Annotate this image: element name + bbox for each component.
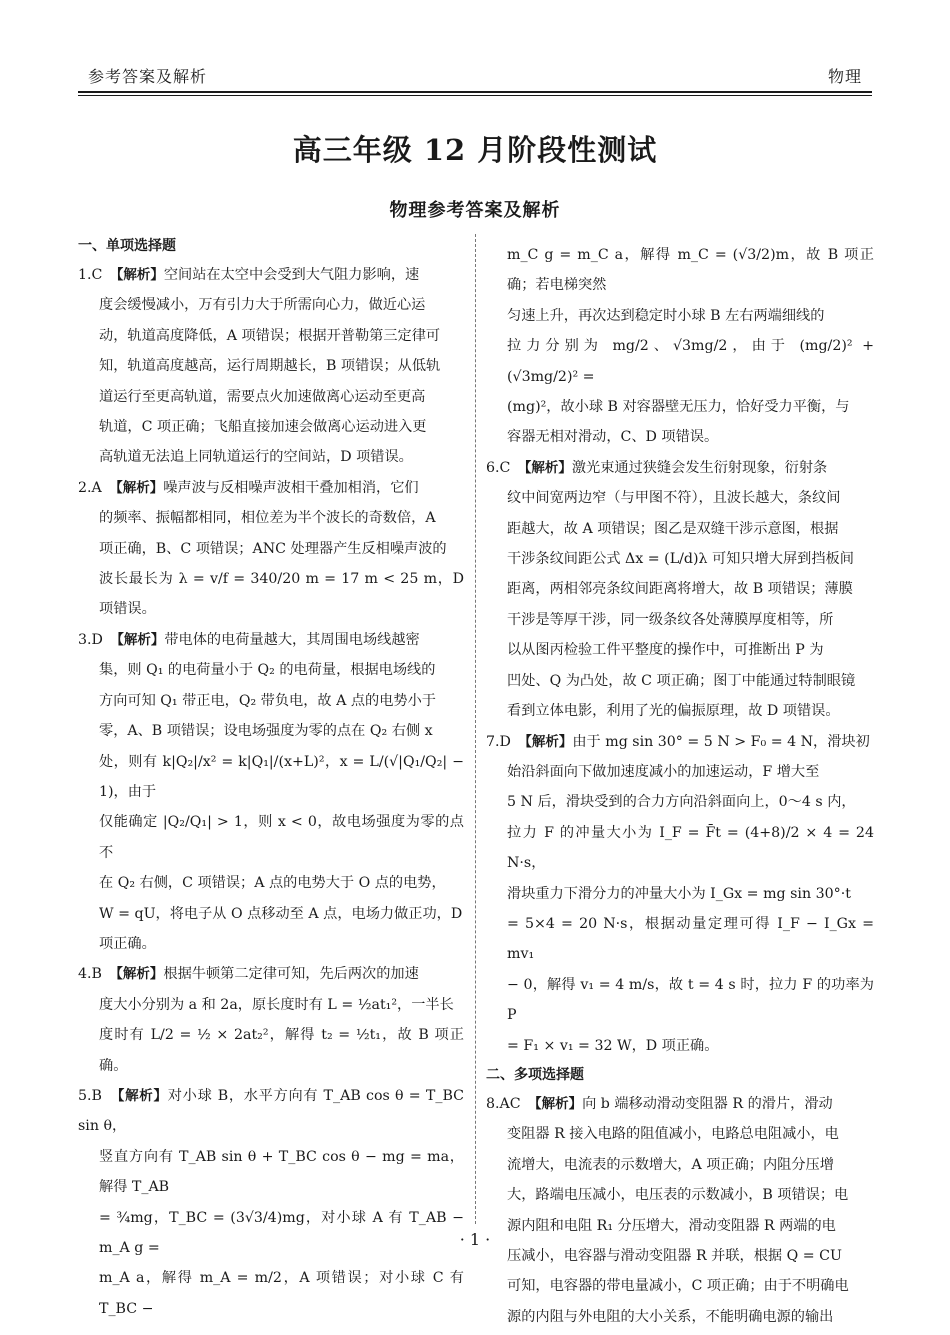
header-rule-thin [78, 95, 872, 96]
analysis-tag: 【解析】 [524, 459, 572, 476]
analysis-tag: 【解析】 [116, 267, 164, 283]
header-rule [78, 91, 872, 93]
analysis-line: 凹处、Q 为凸处，故 C 项正确；图丁中能通过特制眼镜 [507, 672, 856, 689]
right-answer-list [486, 240, 874, 1061]
analysis-line: 项正确，B、C 项错误；ANC 处理器产生反相噪声波的 [99, 540, 447, 557]
analysis-line: 纹中间宽两边窄（与甲图不符），且波长越大，条纹间 [507, 490, 841, 507]
analysis-line: 在 Q₂ 右侧，C 项错误；A 点的电势大于 O 点的电势， [99, 875, 446, 892]
analysis-line: 零，A、B 项错误；设电场强度为零的点在 Q₂ 右侧 x [99, 723, 433, 740]
analysis-line: m_C g = m_C a，解得 m_C = (√3/2)m，故 B 项正确；若电梯突然 [507, 247, 874, 294]
analysis-line: 度会缓慢减小，万有引力大于所需向心力，做近心运 [99, 297, 426, 314]
analysis-line: 看到立体电影，利用了光的偏振原理，故 D 项错误。 [507, 703, 840, 720]
analysis-line: 距离，两相邻亮条纹间距离将增大，故 B 项错误；薄膜 [507, 581, 853, 598]
analysis-line: 滑块重力下滑分力的冲量大小为 I_Gx = mg sin 30°·t [507, 885, 851, 902]
analysis-tag: 【解析】 [117, 631, 165, 648]
right-answer-list-multi [486, 1089, 874, 1332]
answer-choice: 6.C [486, 459, 525, 476]
answer-choice: 5.B [78, 1087, 118, 1104]
header-left-title: 参考答案及解析 [88, 67, 208, 86]
analysis-line: 激光束通过狭缝会发生衍射现象，衍射条 [571, 459, 828, 476]
analysis-line: 源内阻和电阻 R₁ 分压增大，滑动变阻器 R 两端的电 [507, 1217, 836, 1234]
analysis-line: 道运行至更高轨道，需要点火加速做离心运动至更高 [99, 388, 426, 405]
analysis-line: 的频率、振幅都相同，相位差为半个波长的奇数倍，A [99, 510, 436, 527]
answer-choice: 1.C [78, 267, 117, 283]
analysis-line: 方向可知 Q₁ 带正电，Q₂ 带负电，故 A 点的电势小于 [99, 692, 436, 709]
analysis-line: 集，则 Q₁ 的电荷量小于 Q₂ 的电荷量，根据电场线的 [99, 662, 436, 679]
analysis-line: 拉力 F 的冲量大小为 I_F = F̄t = (4+8)/2 × 4 = 24 N·s， [507, 824, 874, 872]
answer-item-5 [78, 1081, 464, 1324]
page-title: 高三年级 12 月阶段性测试 [292, 133, 658, 167]
analysis-tag: 【解析】 [117, 1087, 168, 1104]
section-heading-single-choice: 一、单项选择题 [78, 238, 176, 254]
answer-choice: 7.D [486, 733, 526, 750]
analysis-line: 知，轨道高度越高，运行周期越长，B 项错误；从低轨 [99, 358, 441, 375]
analysis-line: 距越大，故 A 项错误；图乙是双缝干涉示意图，根据 [507, 520, 839, 537]
analysis-line: 由于 mg sin 30° = 5 N > F₀ = 4 N，滑块初 [572, 733, 870, 750]
analysis-line: 拉力分别为 mg/2、√3mg/2，由于 (mg/2)² + (√3mg/2)² = [507, 338, 874, 385]
answer-choice: 2.A [78, 479, 116, 496]
analysis-line: 对小球 B，水平方向有 T_AB cos θ = T_BC sin θ， [78, 1087, 465, 1135]
analysis-tag: 【解析】 [525, 733, 573, 750]
analysis-line: 可知，电容器的带电量减小，C 项正确；由于不明确电 [507, 1278, 849, 1295]
analysis-line: 压减小，电容器与滑动变阻器 R 并联，根据 Q = CU [507, 1248, 842, 1264]
left-column [78, 232, 464, 1324]
analysis-line: = F₁ × v₁ = 32 W，D 项正确。 [507, 1037, 719, 1054]
answer-choice: 8.AC [486, 1095, 535, 1112]
analysis-line: 容器无相对滑动，C、D 项错误。 [507, 429, 719, 446]
analysis-line: 噪声波与反相噪声波相干叠加相消，它们 [163, 479, 419, 496]
analysis-line: 匀速上升，再次达到稳定时小球 B 左右两端细线的 [507, 307, 825, 324]
analysis-line: 干涉条纹间距公式 Δx = (L/d)λ 可知只增大屏到挡板间 [507, 551, 854, 568]
answer-item-6 [486, 453, 874, 727]
answer-item-1 [78, 260, 464, 473]
header-subject: 物理 [827, 67, 862, 86]
analysis-line: = ¾mg，T_BC = (3√3/4)mg，对小球 A 有 T_AB − m_A g = [99, 1209, 464, 1256]
analysis-tag: 【解析】 [116, 966, 164, 983]
analysis-tag: 【解析】 [534, 1095, 583, 1112]
analysis-tag: 【解析】 [115, 479, 164, 496]
analysis-line: 度大小分别为 a 和 2a，原长度时有 L = ½at₁²，一半长 [99, 996, 454, 1013]
analysis-line: 干涉是等厚干涉，同一级条纹各处薄膜厚度相等，所 [507, 611, 834, 628]
page-subtitle: 物理参考答案及解析 [389, 200, 561, 221]
analysis-line: 轨道，C 项正确；飞船直接加速会做离心运动进入更 [99, 419, 427, 436]
analysis-line: m_A a，解得 m_A = m/2，A 项错误；对小球 C 有 T_BC − [99, 1270, 464, 1317]
answer-choice: 4.B [78, 966, 117, 983]
analysis-line: (mg)²，故小球 B 对容器壁无压力，恰好受力平衡，与 [507, 399, 850, 416]
answer-item-4 [78, 959, 464, 1081]
analysis-line: 处，则有 k|Q₂|/x² = k|Q₁|/(x+L)²，x = L/(√|Q₁/Q₂| − 1)，由于 [99, 753, 464, 800]
section-heading-multi-choice: 二、多项选择题 [486, 1066, 584, 1083]
analysis-line: 仅能确定 |Q₂/Q₁| > 1，则 x < 0，故电场强度为零的点不 [99, 814, 464, 861]
answer-item-3 [78, 625, 464, 959]
analysis-line: = 5×4 = 20 N·s，根据动量定理可得 I_F − I_Gx = mv₁ [507, 915, 874, 963]
answer-item-5c [486, 240, 874, 453]
page-header [78, 58, 872, 92]
answer-item-7 [486, 727, 874, 1061]
analysis-line: 根据牛顿第二定律可知，先后两次的加速 [163, 966, 419, 983]
analysis-line: 变阻器 R 接入电路的阻值减小，电路总电阻减小，电 [507, 1126, 839, 1143]
analysis-line: 项正确。 [99, 935, 156, 952]
column-divider [475, 234, 476, 1224]
analysis-line: 5 N 后，滑块受到的合力方向沿斜面向上，0～4 s 内， [507, 794, 856, 811]
left-answer-list [78, 260, 464, 1324]
analysis-line: 度时有 L/2 = ½ × 2at₂²，解得 t₂ = ½t₁，故 B 项正确。 [99, 1027, 464, 1074]
analysis-line: 带电体的电荷量越大，其周围电场线越密 [164, 631, 420, 648]
analysis-line: 空间站在太空中会受到大气阻力影响，速 [163, 267, 420, 283]
analysis-line: 始沿斜面向下做加速度减小的加速运动，F 增大至 [507, 763, 820, 780]
analysis-line: 高轨道无法追上同轨道运行的空间站，D 项错误。 [99, 449, 413, 466]
answer-item-2 [78, 473, 464, 625]
analysis-line: W = qU，将电子从 O 点移动至 A 点，电场力做正功，D [99, 905, 463, 922]
analysis-line: 源的内阻与外电阻的大小关系，不能明确电源的输出 [507, 1308, 834, 1325]
answer-item-8 [486, 1089, 874, 1332]
analysis-line: − 0，解得 v₁ = 4 m/s，故 t = 4 s 时，拉力 F 的功率为 P [507, 976, 874, 1024]
page-number: · 1 · [459, 1230, 491, 1249]
analysis-line: 向 b 端移动滑动变阻器 R 的滑片，滑动 [582, 1095, 833, 1112]
analysis-line: 大，路端电压减小，电压表的示数减小，B 项错误；电 [507, 1187, 849, 1204]
analysis-line: 动，轨道高度降低，A 项错误；根据开普勒第三定律可 [99, 327, 441, 344]
right-column [486, 240, 874, 1332]
answer-choice: 3.D [78, 631, 118, 648]
analysis-line: 流增大，电流表的示数增大，A 项正确；内阻分压增 [507, 1156, 834, 1173]
analysis-line: 波长最长为 λ = v/f = 340/20 m = 17 m < 25 m，D 项错误。 [99, 571, 464, 618]
analysis-line: 竖直方向有 T_AB sin θ + T_BC cos θ − mg = ma，解得 T_AB [99, 1148, 464, 1196]
analysis-line: 以从图丙检验工件平整度的操作中，可推断出 P 为 [507, 642, 824, 659]
